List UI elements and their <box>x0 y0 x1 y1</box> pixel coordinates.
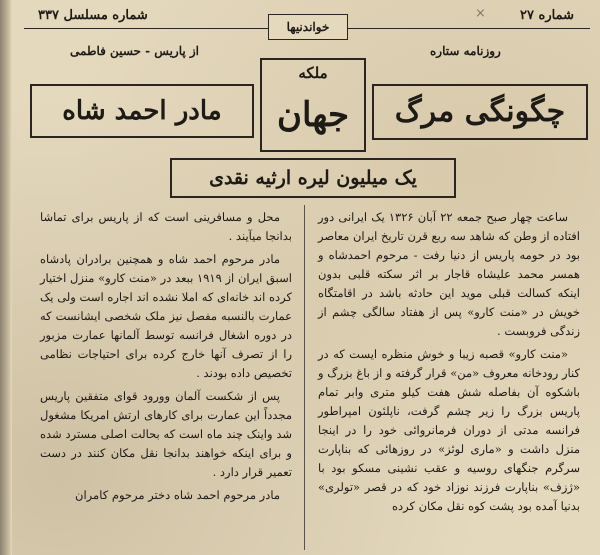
page-binding-edge <box>0 0 12 555</box>
paragraph: ساعت چهار صبح جمعه ۲۲ آبان ۱۳۲۶ یک ایرانی دور افتاده از وطن که شاهد سه ربع قرن تاریخ ایران معاصر بود در حومه پاریس از دنیا رفت - مرحوم احمدشاه و همسر محمد علیشاه قاجار بر اثر سکته قلبی بدون اینکه کسالت قبلی موید این حادثه باشد در اقامتگاه خویش در «منت کارو» پس از هفتاد سالگی چشم از زندگی فروبست . <box>317 210 580 338</box>
column-divider <box>304 205 305 550</box>
section-label-box: خواندنیها <box>268 14 348 40</box>
subheadline: یک میلیون لیره ارثیه نقدی <box>170 158 456 198</box>
headline-center-small: ملکه <box>298 64 328 82</box>
paragraph: محل و مسافرینی است که از پاریس برای تماشا بدانجا میآیند . <box>40 210 292 243</box>
paragraph: مادر مرحوم احمد شاه و همچنین برادران پادشاه اسبق ایران از ۱۹۱۹ ببعد در «منت کارو» منزل اختیار کرده اند خانه‌ای که املا نشده اند اجاره است ولی یک عمارت بالنسبه مفصل نیز ملک شخصی ایشانست که در دوره اشغال فرانسه توسط آلمانها عمارت مزبور را از تصرف آنها خارج کرده برای احتیاجات نظامی تخصیص داده بودند . <box>40 252 292 380</box>
headline-left: مادر احمد شاه <box>30 84 254 138</box>
pencil-mark: × <box>475 6 486 21</box>
paragraph: مادر مرحوم احمد شاه دختر مرحوم کامران <box>75 488 280 502</box>
article-column-left <box>40 208 292 509</box>
headline-right: چگونگی مرگ <box>372 84 588 140</box>
article-column-right <box>318 208 580 520</box>
headline-center-box <box>260 58 366 152</box>
serial-issue-number: شماره مسلسل ۳۳۷ <box>38 8 148 23</box>
issue-number: شماره ۲۷ <box>520 8 574 23</box>
paragraph: پس از شکست آلمان وورود قوای متفقین پاریس مجدداً این عمارت برای کارهای ارتش امریکا مشغول شد واینک چند ماه است که بحالت اصلی مسترد شده و برای اینکه خواهند بدانجا نقل مکان کنند در دست تعمیر قرار دارد . <box>40 389 292 479</box>
headline-center-big: جهان <box>276 95 350 135</box>
paragraph: «منت کارو» قصبه زیبا و خوش منظره ایست که در کنار رودخانه معروف «من» قرار گرفته و از باغ بزرگ و باشکوه آن بفاصله شش هفت کیلو متری وابر تمام پاریس بزرگ را زیر چشم گرفت، ناپلئون امپراطور فرانسه مدتی از دوران فرمانروائی خود را در اینجا منزل داشت و «ماری لوئز» در روزهائی که بناپارت سرگرم جنگهای روسیه و عقب نشینی مسکو بود با «ژزف» بناپارت فرزند نوزاد خود که در قصر «تولری» بدنیا آمده بود پشت کوه نقل مکان کرده <box>318 347 580 513</box>
author-byline: از پاریس - حسین فاطمی <box>70 44 200 58</box>
source-byline: روزنامه ستاره <box>430 44 501 58</box>
